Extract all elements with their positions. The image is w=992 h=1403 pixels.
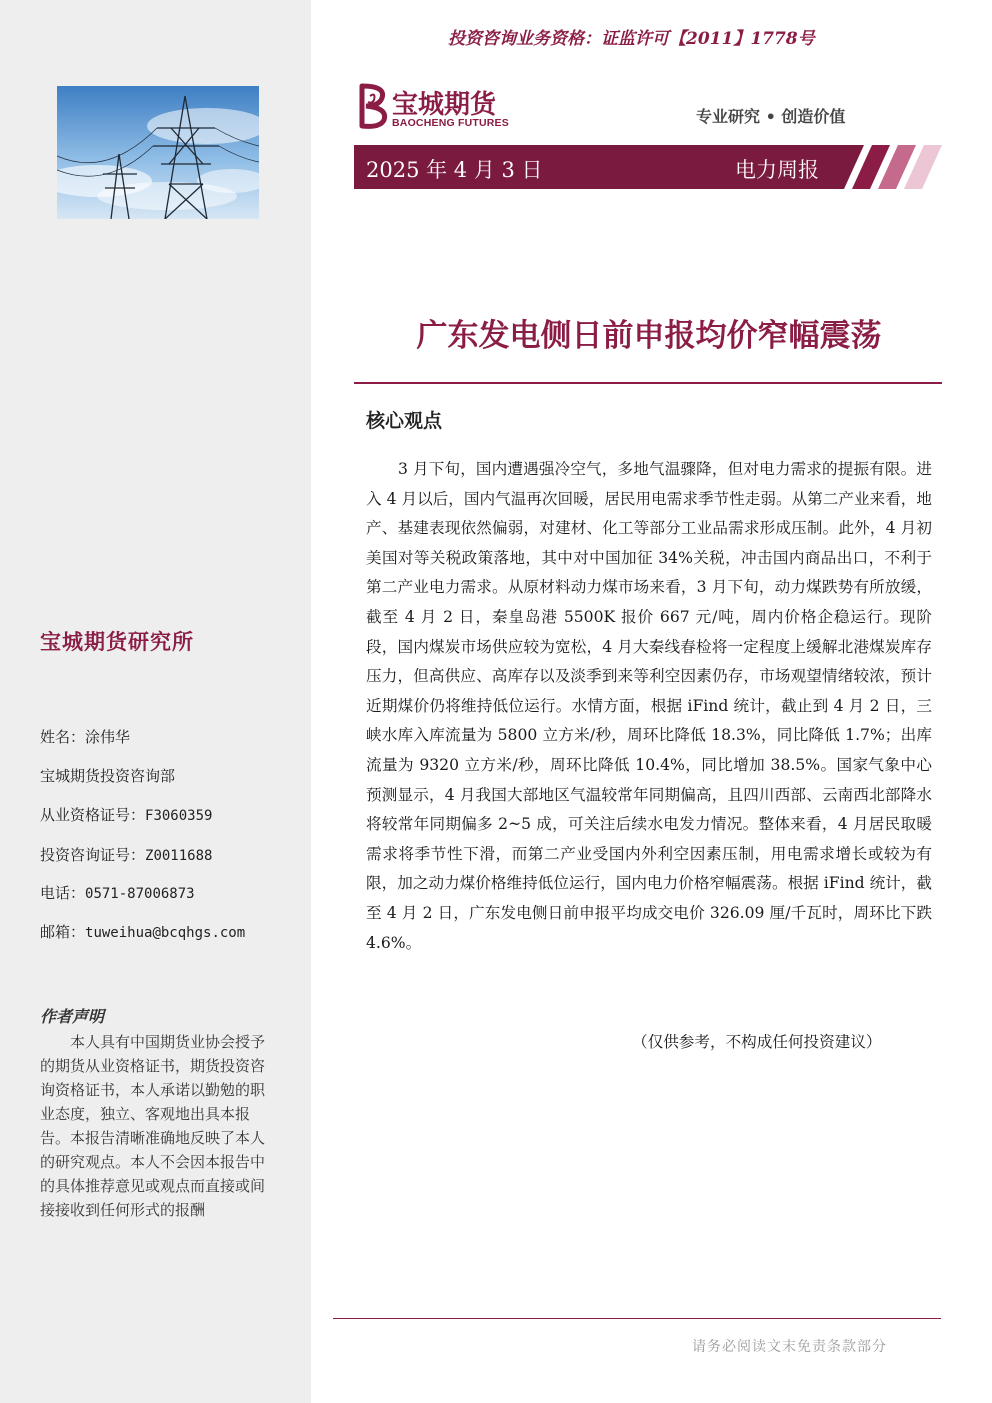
- institute-name: 宝城期货研究所: [40, 629, 194, 654]
- contact-name: [40, 726, 130, 747]
- contact-email: [40, 921, 245, 942]
- footer-divider: [333, 1318, 941, 1319]
- report-type: 电力周报: [735, 158, 819, 182]
- company-logo-icon: [356, 82, 390, 134]
- slogan: 专业研究 • 创造价值: [696, 107, 846, 126]
- contact-value: 宝城期货投资咨询部: [40, 767, 176, 785]
- contact-label: 投资咨询证号：: [40, 846, 146, 864]
- sidebar: [0, 0, 311, 1403]
- page-title: 广东发电侧日前申报均价窄幅震荡: [416, 318, 882, 354]
- license-text: 投资咨询业务资格：证监许可【2011】1778号: [448, 29, 815, 49]
- contact-email-link[interactable]: tuweihua@bcqhgs.com: [85, 925, 246, 941]
- investment-note: （仅供参考，不构成任何投资建议）: [632, 1033, 882, 1051]
- report-date: 2025 年 4 月 3 日: [366, 158, 543, 182]
- contact-value: 0571-87006873: [85, 886, 195, 902]
- footer-note: 请务必阅读文末免责条款部分: [692, 1339, 887, 1355]
- contact-department: [40, 765, 175, 786]
- contact-value: 涂伟华: [85, 728, 131, 746]
- contact-label: 姓名：: [40, 728, 86, 746]
- contact-value: Z0011688: [145, 848, 213, 864]
- contact-label: 邮箱：: [40, 923, 86, 941]
- contact-label: 从业资格证号：: [40, 806, 146, 824]
- company-name-en: BAOCHENG FUTURES: [392, 117, 509, 129]
- section-heading: 核心观点: [366, 410, 443, 432]
- contact-value: F3060359: [145, 808, 213, 824]
- declaration-text: 本人具有中国期货业协会授予的期货从业资格证书，期货投资咨询资格证书，本人承诺以勤勉的职业态度，独立、客观地出具本报告。本报告清晰准确地反映了本人的研究观点。本人不会因本报告中的具体推荐意见或观点而直接或间接接收到任何形式的报酬: [40, 1033, 266, 1219]
- company-name-cn: 宝城期货: [392, 90, 497, 120]
- contact-qualification: [40, 804, 212, 825]
- contact-label: 电话：: [40, 884, 86, 902]
- contact-consulting-cert: [40, 844, 212, 865]
- declaration-title: 作者声明: [40, 1007, 105, 1026]
- power-tower-photo: [57, 86, 259, 219]
- title-divider: [354, 382, 942, 384]
- article-body: 3 月下旬，国内遭遇强冷空气，多地气温骤降，但对电力需求的提振有限。进入 4 月以后，国内气温再次回暖，居民用电需求季节性走弱。从第二产业来看，地产、基建表现依然偏弱，对建材、化工等部分工业品需求形成压制。此外，4 月初美国对等关税政策落地，其中对中国加征 34%关税，冲击国内商品出口，不利于第二产业电力需求。从原材料动力煤市场来看，3 月下旬，动力煤跌势有所放缓，截至 4 月 2 日，秦皇岛港 5500K 报价 667 元/吨，周内价格企稳运行。现阶段，国内煤炭市场供应较为宽松，4 月大秦线春检将一定程度上缓解北港煤炭库存压力，但高供应、高库存以及淡季到来等利空因素仍存，市场观望情绪较浓，预计近期煤价仍将维持低位运行。水情方面，根据 iFind 统计，截止到 4 月 2 日，三峡水库入库流量为 5800 立方米/秒，周环比降低 18.3%，同比降低 1.7%；出库流量为 9320 立方米/秒，周环比降低 10.4%，同比增加 38.5%。国家气象中心预测显示，4 月我国大部地区气温较常年同期偏高，且四川西部、云南西北部降水将较常年同期偏多 2~5 成，可关注后续水电发力情况。整体来看，4 月居民取暖需求将季节性下滑，而第二产业受国内外利空因素压制，用电需求增长或较为有限，加之动力煤价格维持低位运行，国内电力价格窄幅震荡。根据 iFind 统计，截至 4 月 2 日，广东发电侧日前申报平均成交电价 326.09 厘/千瓦时，周环比下跌 4.6%。: [366, 460, 932, 952]
- contact-phone: [40, 882, 195, 903]
